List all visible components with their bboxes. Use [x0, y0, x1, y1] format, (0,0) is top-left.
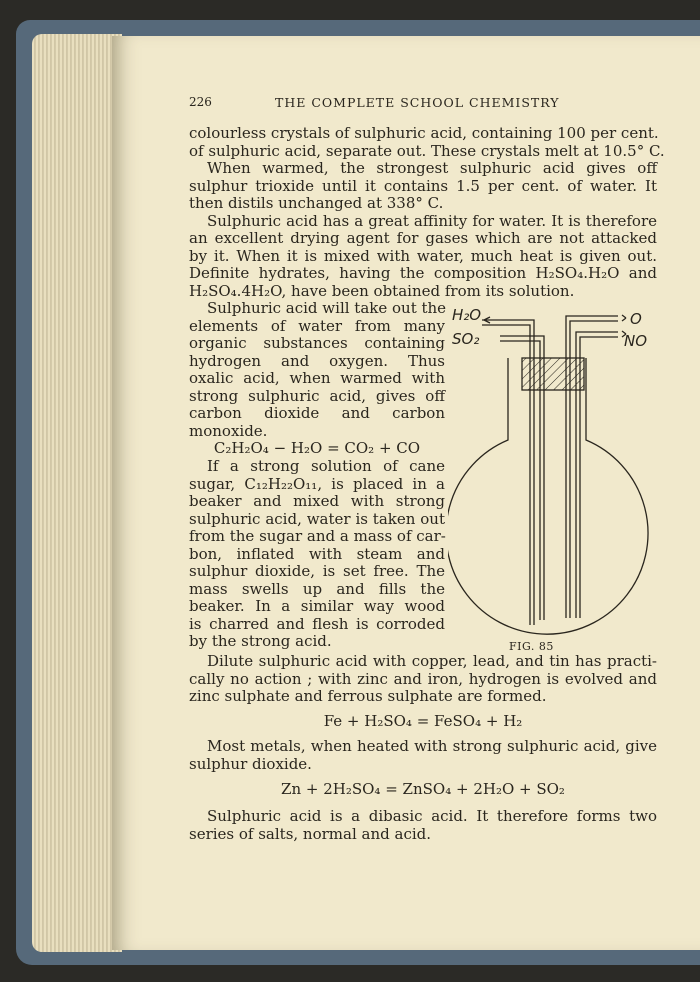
stopper: [522, 358, 584, 390]
text-line: mass swells up and fills the: [189, 579, 445, 598]
text-line: by the strong acid.: [189, 632, 332, 650]
flask-apparatus-figure: [448, 300, 660, 640]
text-line: organic substances containing: [189, 334, 445, 352]
text-line: from the sugar and a mass of car-: [189, 527, 446, 545]
text-line: When warmed, the strongest sulphuric acid gives off: [207, 159, 657, 177]
equation-iron: Fe + H₂SO₄ = FeSO₄ + H₂: [323, 712, 523, 730]
figure-caption: FIG. 85: [509, 640, 554, 653]
label-o: O: [630, 310, 642, 328]
text-line: cally no action ; with zinc and iron, hydrogen is evolved and: [189, 669, 657, 688]
running-head: THE COMPLETE SCHOOL CHEMISTRY: [275, 95, 560, 110]
text-line: an excellent drying agent for gases which are not attacked: [189, 229, 657, 247]
text-line: zinc sulphate and ferrous sulphate are formed.: [189, 687, 547, 705]
text-line: Sulphuric acid is a dibasic acid. It therefore forms two: [207, 807, 657, 825]
label-no: NO: [624, 332, 648, 350]
text-line: Dilute sulphuric acid with copper, lead, and tin has practi-: [207, 652, 657, 670]
text-line: of sulphuric acid, separate out. These crystals melt at 10.5° C.: [189, 141, 665, 160]
page-edges: [32, 34, 122, 952]
text-line: sugar, C₁₂H₂₂O₁₁, is placed in a: [189, 474, 445, 493]
text-line: by it. When it is mixed with water, much heat is given out.: [189, 246, 657, 265]
text-line: then distils unchanged at 338° C.: [189, 194, 444, 212]
text-line: Definite hydrates, having the composition H₂SO₄.H₂O and: [189, 264, 657, 282]
text-line: sulphur dioxide, is set free. The: [189, 562, 445, 580]
text-line: Sulphuric acid will take out the: [207, 299, 447, 317]
text-line: elements of water from many: [189, 316, 445, 335]
text-line: beaker. In a similar way wood: [189, 597, 445, 615]
text-line: H₂SO₄.4H₂O, have been obtained from its solution.: [189, 281, 575, 300]
text-line: monoxide.: [189, 421, 268, 440]
label-h2o: H₂O: [452, 306, 482, 324]
page-number: 226: [189, 95, 212, 109]
text-line: oxalic acid, when warmed with: [189, 369, 445, 387]
flask-outline: [448, 358, 648, 634]
label-so2: SO₂: [452, 330, 480, 348]
text-line: is charred and flesh is corroded: [189, 614, 445, 633]
equation-zinc: Zn + 2H₂SO₄ = ZnSO₄ + 2H₂O + SO₂: [281, 780, 565, 798]
text-line: hydrogen and oxygen. Thus: [189, 351, 445, 370]
flask-illustration: [448, 300, 660, 640]
text-line: If a strong solution of cane: [207, 457, 445, 475]
text-line: carbon dioxide and carbon: [189, 404, 445, 422]
text-line: Sulphuric acid has a great affinity for water. It is therefore: [207, 211, 657, 230]
text-line: Most metals, when heated with strong sulphuric acid, give: [207, 737, 657, 755]
text-line: sulphur trioxide until it contains 1.5 per cent. of water. It: [189, 176, 657, 195]
text-line: bon, inflated with steam and: [189, 544, 445, 563]
text-line: sulphur dioxide.: [189, 754, 312, 773]
text-line: sulphuric acid, water is taken out: [189, 509, 445, 528]
text-line: colourless crystals of sulphuric acid, containing 100 per cent.: [189, 124, 659, 142]
text-line: strong sulphuric acid, gives off: [189, 386, 445, 405]
text-line: beaker and mixed with strong: [189, 492, 445, 510]
arrow-o: [622, 315, 626, 321]
text-line: series of salts, normal and acid.: [189, 824, 432, 843]
equation-oxalic: C₂H₂O₄ − H₂O = CO₂ + CO: [213, 439, 421, 457]
